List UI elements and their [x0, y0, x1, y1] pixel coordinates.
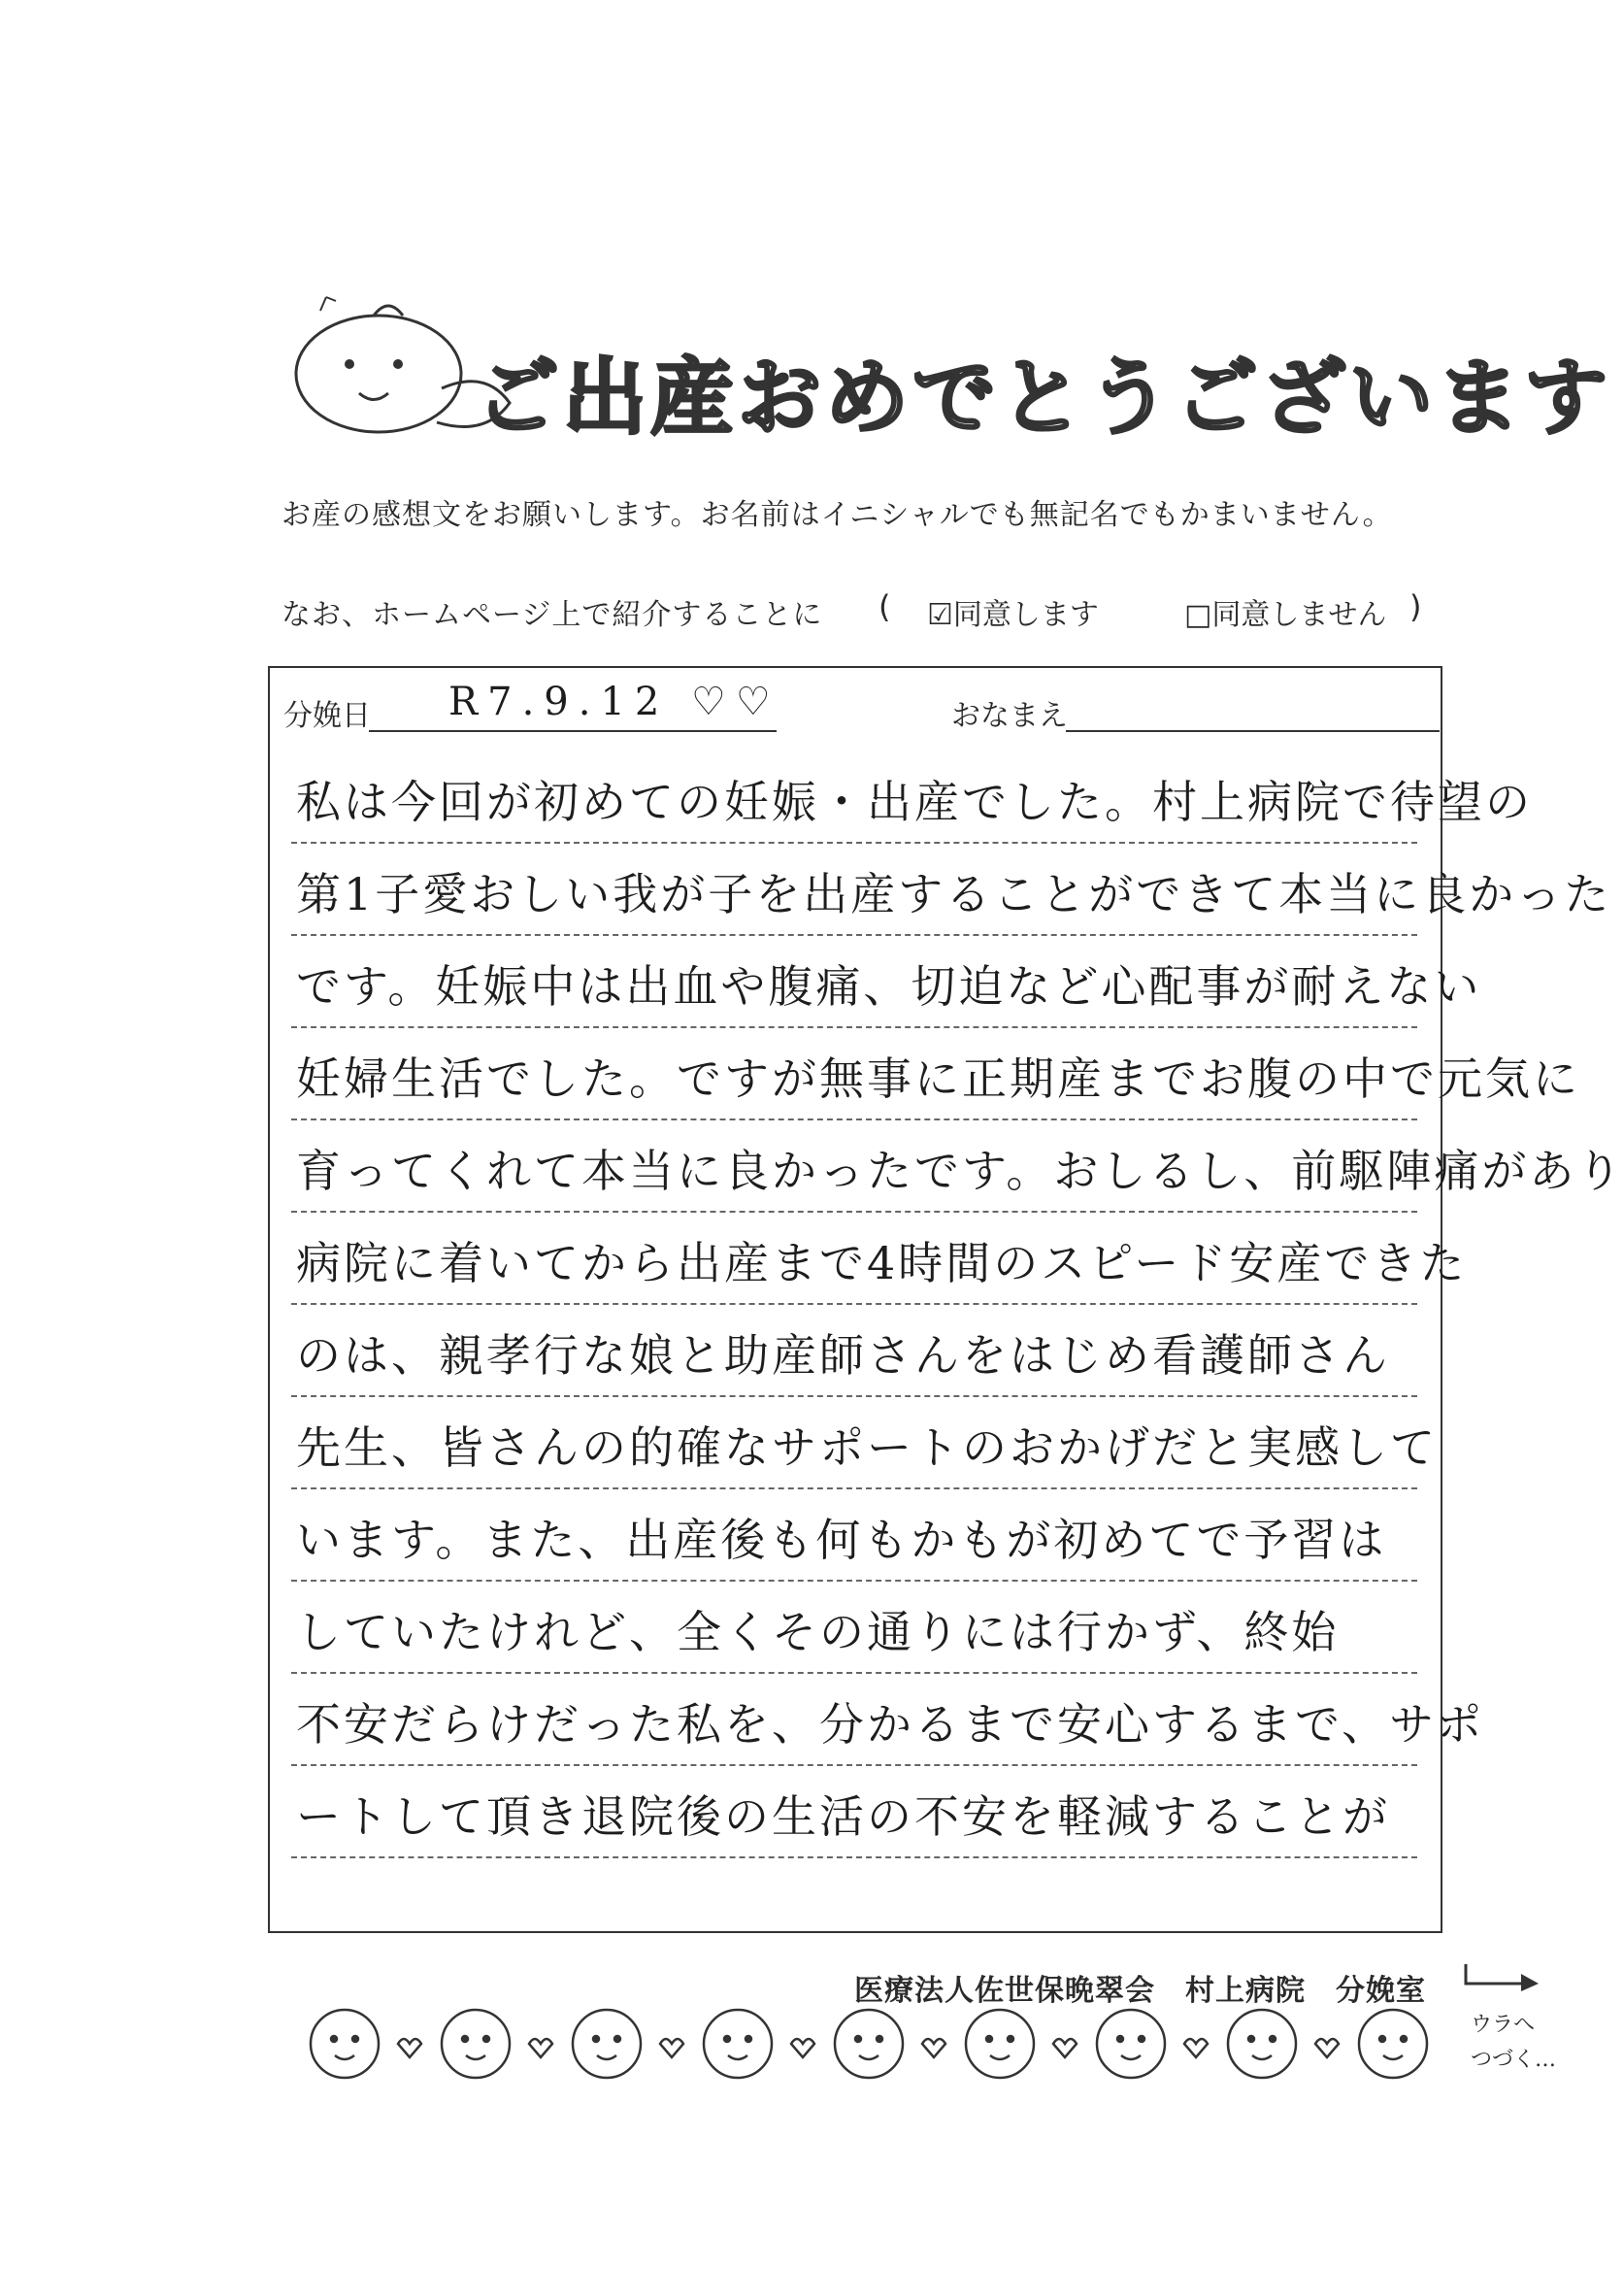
body-text-line[interactable]: 第1子愛おしい我が子を出産することができて本当に良かった — [296, 868, 1612, 920]
body-text-line[interactable]: のは、親孝行な娘と助産師さんをはじめ看護師さん — [296, 1329, 1390, 1382]
baby-face-icon — [311, 2010, 1427, 2078]
name-underline — [1066, 730, 1440, 732]
body-text-line[interactable]: 私は今回が初めての妊娠・出産でした。村上病院で待望の — [296, 776, 1533, 828]
consent-agree-option[interactable]: ☑同意します — [927, 598, 1099, 632]
ruled-line — [291, 1026, 1417, 1028]
body-text-line[interactable]: ートして頂き退院後の生活の不安を軽減することが — [296, 1790, 1390, 1843]
body-text-line[interactable]: 妊婦生活でした。ですが無事に正期産までお腹の中で元気に — [296, 1052, 1580, 1105]
body-text-line[interactable]: 育ってくれて本当に良かったです。おしるし、前駆陣痛があり — [296, 1145, 1624, 1197]
baby-faces-decoration — [301, 1995, 1466, 2092]
body-text-line[interactable]: です。妊娠中は出血や腹痛、切迫など心配事が耐えない — [296, 960, 1482, 1013]
date-value[interactable]: R7.9.12 ♡♡ — [448, 680, 780, 724]
intro-text: お産の感想文をお願いします。お名前はイニシャルでも無記名でもかまいません。 — [282, 498, 1393, 532]
ruled-line — [291, 1856, 1417, 1858]
consent-disagree-option[interactable]: □同意しません — [1184, 598, 1387, 632]
body-text-line[interactable]: 先生、皆さんの的確なサポートのおかげだと実感して — [296, 1421, 1438, 1474]
paren-open: ( — [878, 588, 891, 625]
continue-note-line-1: ウラへ — [1471, 2013, 1536, 2037]
date-underline — [369, 730, 777, 732]
hospital-name: 医療法人佐世保晩翠会 村上病院 分娩室 — [854, 1974, 1426, 2008]
ruled-line — [291, 1395, 1417, 1397]
body-text-line[interactable]: 不安だらけだった私を、分かるまで安心するまで、サポ — [296, 1698, 1485, 1751]
ruled-line — [291, 1487, 1417, 1489]
page-title: ご出産おめでとうございます — [476, 350, 1611, 447]
body-text-line[interactable]: います。また、出産後も何もかもが初めてで予習は — [296, 1514, 1387, 1566]
date-label: 分娩日 — [283, 699, 371, 733]
body-text-line[interactable]: 病院に着いてから出産まで4時間のスピード安産できた — [296, 1237, 1468, 1289]
ruled-line — [291, 842, 1417, 844]
ruled-line — [291, 1303, 1417, 1305]
header-banner — [282, 291, 1611, 466]
body-text-line[interactable]: していたけれど、全くその通りには行かず、終始 — [296, 1606, 1340, 1658]
name-label: おなまえ — [951, 699, 1068, 733]
ruled-line — [291, 1118, 1417, 1120]
ruled-line — [291, 1580, 1417, 1582]
arrow-right-icon — [1461, 1959, 1548, 1998]
paren-close: ) — [1409, 588, 1422, 625]
ruled-line — [291, 1764, 1417, 1766]
ruled-line — [291, 1672, 1417, 1674]
continue-note-line-2: つづく… — [1471, 2048, 1557, 2072]
ruled-line — [291, 934, 1417, 936]
consent-text: なお、ホームページ上で紹介することに — [282, 598, 823, 632]
ruled-line — [291, 1211, 1417, 1213]
continue-note — [1471, 2008, 1556, 2078]
